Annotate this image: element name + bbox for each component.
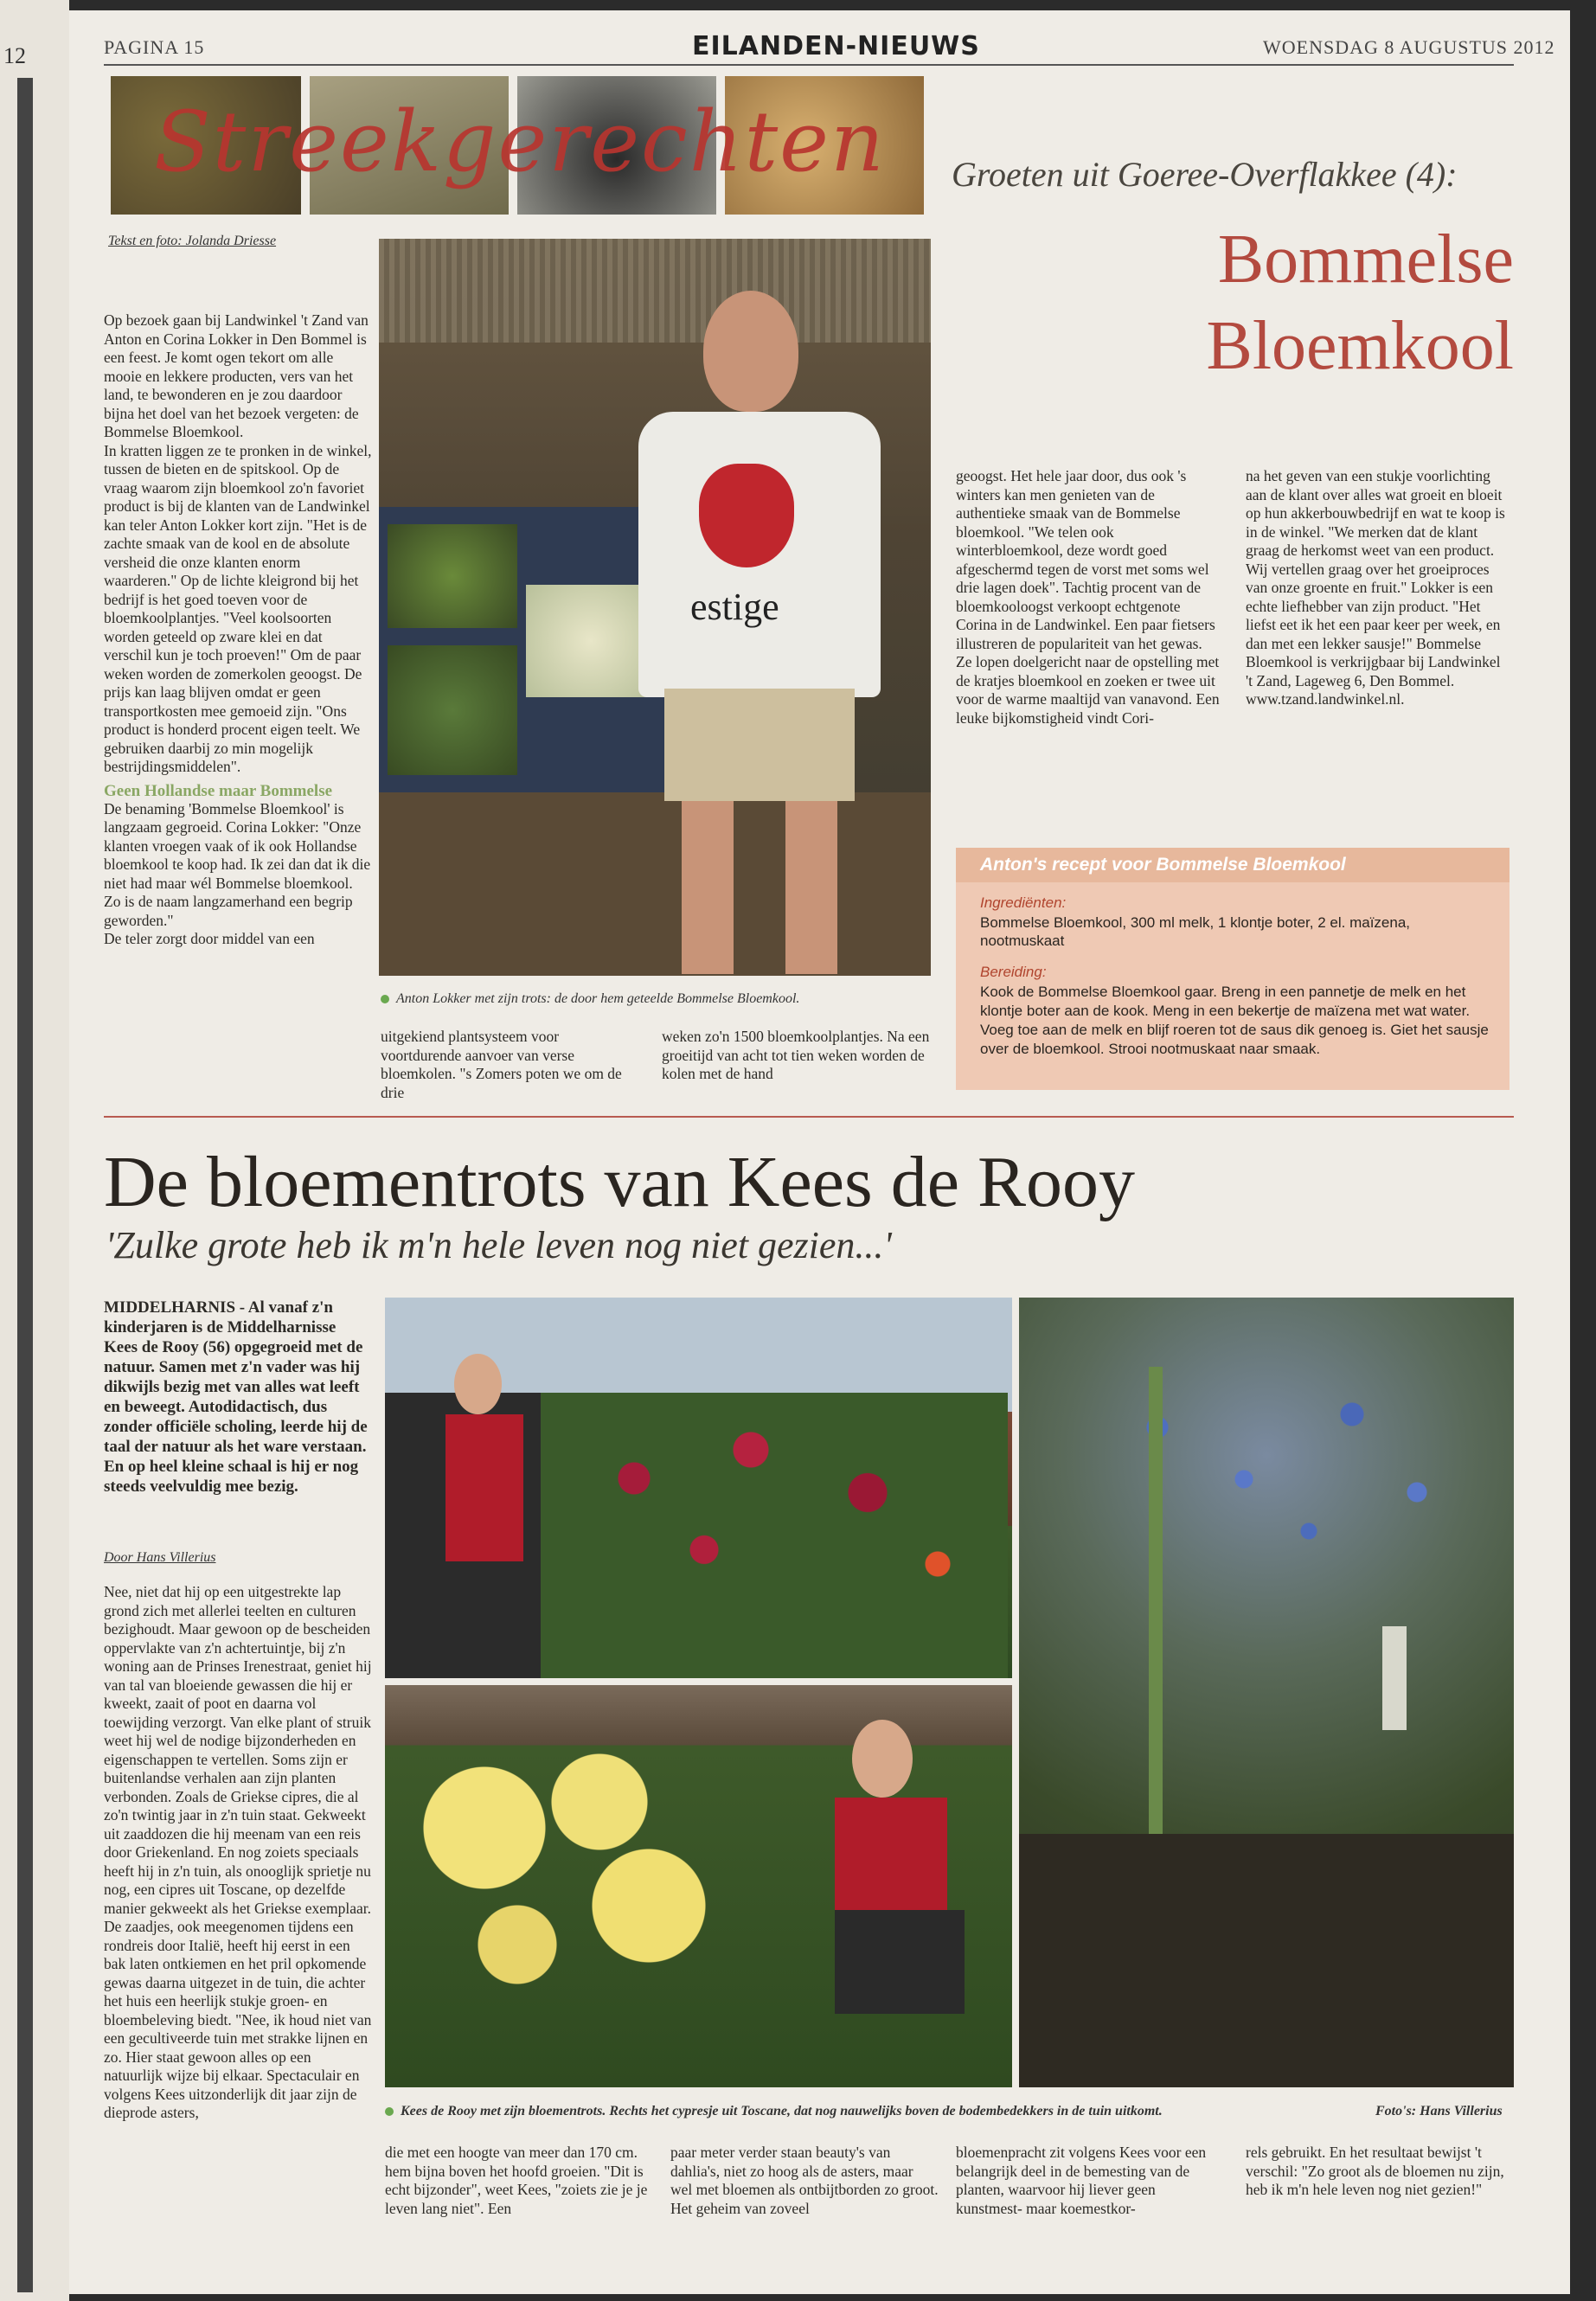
kees-byline: Door Hans Villerius bbox=[104, 1550, 216, 1565]
streek-para-2: In kratten liggen ze te pronken in de winkel, tussen de bieten en de spitskool. Op de vraag waarom zijn bloemkool zo'n favoriet product is bij de klanten van de Landwinkel kan teler Anton Lokker kort zijn. "Het is de zachte smaak van de kool en de absolute versheid die onze klanten enorm waarderen." Op de lichte kleigrond bij het bedrijf is het goed toeven voor de bloemkoolplantjes. "Veel koolsoorten worden geteeld op zware klei en dat verschil kun je toch proeven!" Om de paar weken worden de zomerkolen geoogst. De prijs kan laag blijven omdat er geen transportkosten mee gemoeid zijn. "Ons product is honderd procent eigen teelt. We gebruiken daarbij zo min mogelijk bestrijdingsmiddelen". bbox=[104, 441, 372, 775]
photo-caption-anton bbox=[381, 991, 934, 1007]
photo-greens bbox=[388, 645, 517, 775]
kees-column-5: rels gebruikt. En het resultaat bewijst 't verschil: "Zo groot als de bloemen nu zijn, heb ik m'n hele leven nog niet gezien!" bbox=[1246, 2144, 1504, 2198]
streek-intro: Op bezoek gaan bij Landwinkel 't Zand van Anton en Corina Lokker in Den Bommel is een feest. Je komt ogen tekort om alle mooie en lekkere producten, vers van het land, te bewonderen en je zou daardoor bijna het doel van het bezoek vergeten: de Bommelse Bloemkool. bbox=[104, 311, 369, 440]
streek-headline: Bommelse Bloemkool bbox=[1206, 221, 1514, 384]
photo-kees-shirt bbox=[445, 1414, 523, 1561]
kees-column-3: paar meter verder staan beauty's van dahlia's, niet zo hoog als de asters, maar wel met bloemen als ontbijtborden zo groot. Het geheim van zoveel bbox=[670, 2144, 939, 2217]
streek-banner bbox=[111, 76, 924, 215]
photo-kees-shirt-2 bbox=[835, 1798, 947, 1910]
caption-bullet-icon bbox=[381, 995, 389, 1003]
shirt-text: estige bbox=[690, 586, 779, 628]
photo-man-shirt bbox=[638, 412, 881, 697]
streek-column-2-bottom: uitgekiend plantsysteem voor voortdurende aanvoer van verse bloemkolen. "s Zomers poten we om de drie bbox=[381, 1028, 622, 1101]
photo-kees-head-2 bbox=[852, 1720, 913, 1798]
recipe-ingredients: Bommelse Bloemkool, 300 ml melk, 1 klontje boter, 2 el. maïzena, nootmuskaat bbox=[980, 914, 1411, 949]
streek-subhead: Geen Hollandse maar Bommelse bbox=[104, 781, 333, 800]
photo-dahlias bbox=[402, 1737, 731, 1997]
photo-roof bbox=[379, 239, 931, 343]
streek-column-4: geoogst. Het hele jaar door, dus ook 's winters kan men genieten van de authentieke smaak van de Bommelse bloemkool. "We telen ook winterbloemkool, deze wordt goed afgeschermd tegen de vorst met soms wel drie lagen doek". Tachtig procent van de bloemkooloogst verkoopt echtgenote Corina in de Landwinkel. Een paar fietsers illustreren de populariteit van het gewas. Ze lopen doelgericht naar de opstelling met de kratjes bloemkool en zoeken er twee uit voor de warme maaltijd van vanavond. Een leuke bijkomstigheid vindt Cori- bbox=[956, 467, 1220, 727]
photo-blue-flowers bbox=[1071, 1349, 1503, 1609]
recipe-box bbox=[956, 848, 1509, 1090]
photo-man-head bbox=[703, 291, 798, 412]
section-divider bbox=[104, 1116, 1514, 1118]
streek-para-3: De benaming 'Bommelse Bloemkool' is langzaam gegroeid. Corina Lokker: "Onze klanten vroegen vaak of ik ook Hollandse bloemkool te koop had. Ik zei dan dat ik die niet had maar wél Bommelse bloemkool. Zo is de naam langzamerhand een begrip geworden." bbox=[104, 799, 371, 929]
caption-bullet-icon bbox=[385, 2107, 394, 2116]
photo-asters bbox=[541, 1393, 1008, 1678]
banner-title: Streekgerechten bbox=[154, 93, 886, 190]
page-number: PAGINA 15 bbox=[104, 36, 205, 58]
side-page-number: 12 bbox=[3, 43, 26, 68]
caption-text: Anton Lokker met zijn trots: de door hem geteelde Bommelse Bloemkool. bbox=[396, 991, 800, 1006]
photo-kees-head bbox=[454, 1354, 502, 1414]
kees-column-2: die met een hoogte van meer dan 170 cm. hem bijna boven het hoofd groeien. "Dit is echt bijzonder", weet Kees, "zoiets zie je je leven lang niet". Een bbox=[385, 2144, 648, 2217]
issue-date: WOENSDAG 8 AUGUSTUS 2012 bbox=[1263, 36, 1555, 58]
photo-man-leg-left bbox=[682, 801, 734, 974]
streek-column-1 bbox=[104, 311, 372, 949]
recipe-title: Anton's recept voor Bommelse Bloemkool bbox=[980, 855, 1346, 875]
recipe-preparation: Kook de Bommelse Bloemkool gaar. Breng in een pannetje de melk en het klontje boter aan de kook. Meng in een bekertje de maïzena met wat water. Voeg toe aan de melk en blijf roeren tot de saus dik genoeg is. Giet het sausje over de bloemkool. Strooi nootmuskaat naar smaak. bbox=[980, 984, 1489, 1057]
streek-byline: Tekst en foto: Jolanda Driesse bbox=[108, 234, 277, 248]
masthead: EILANDEN-NIEUWS bbox=[692, 31, 980, 61]
strawberry-icon bbox=[699, 464, 794, 567]
photo-man-leg-right bbox=[785, 801, 837, 974]
photo-plant-label bbox=[1382, 1626, 1407, 1730]
kees-caption-text: Kees de Rooy met zijn bloementrots. Rechts het cypresje uit Toscane, dat nog nauwelijks boven de bodembedekkers in de tuin uitkomt. bbox=[401, 2104, 1163, 2118]
previous-page-strip bbox=[0, 0, 69, 2301]
photo-anton-lokker bbox=[379, 239, 931, 976]
header-rule bbox=[104, 64, 1514, 66]
photo-credit: Foto's: Hans Villerius bbox=[1375, 2104, 1503, 2118]
fold-shadow bbox=[17, 78, 33, 2292]
photo-soil bbox=[1019, 1834, 1514, 2087]
kees-photo-caption bbox=[385, 2104, 1380, 2119]
kees-headline: De bloementrots van Kees de Rooy bbox=[104, 1142, 1136, 1222]
kees-column-4: bloemenpracht zit volgens Kees voor een belangrijk deel in de bemesting van de planten, waarvoor hij liever geen kunstmest- maar koemestkor- bbox=[956, 2144, 1207, 2217]
streek-para-4-start: De teler zorgt door middel van een bbox=[104, 930, 315, 947]
photo-floor bbox=[379, 792, 931, 976]
photo-cypress bbox=[1019, 1298, 1514, 2087]
photo-beets bbox=[388, 524, 517, 628]
kees-subtitle: 'Zulke grote heb ik m'n hele leven nog niet gezien...' bbox=[106, 1224, 892, 1266]
kees-body: Nee, niet dat hij op een uitgestrekte lap grond zich met allerlei teelten en culturen bezighoudt. Maar gewoon op de bescheiden oppervlakte van z'n achtertuintje, bij z'n woning aan de Prinses Irenestraat, geniet hij van tal van bloeiende gewassen die hij er kweekt, zaait of poot en daarna vol toewijding verzorgt. Van elke plant of struik weet hij wel de nodige bijzonderheden en eigenschappen te vertellen. Soms zijn er buitenlandse verhalen aan zijn planten verbonden. Zoals de Griekse cipres, die al zo'n twintig jaar in z'n tuin staat. Gekweekt uit zaaddozen die hij meenam van een reis door Griekenland. En nog zoiets speciaals heeft hij in z'n tuin, als onooglijk sprietje nu nog, een cipres uit Toscane, op dezelfde manier gekweekt als het Griekse exemplaar. De zaadjes, ook meegenomen tijdens een rondreis door Italië, heeft hij eerst in een bak laten ontkiemen en het pril opkomende gewas daarna uitgezet in de tuin, die achter het huis een heerlijk stukje groen- en bloembeleving biedt. "Nee, ik houd niet van een gecultiveerde tuin met strakke lijnen en zo. Hier staat gewoon alles op een natuurlijk wijze bij elkaar. Spectaculair en volgens Kees uitzonderlijk dit jaar zijn de dieprode asters, bbox=[104, 1583, 372, 2121]
photo-man-shorts bbox=[664, 689, 855, 801]
photo-crates bbox=[379, 507, 682, 792]
photo-cauliflower bbox=[526, 585, 656, 697]
recipe-preparation-label: Bereiding: bbox=[980, 964, 1047, 980]
photo-kees-dahlias bbox=[385, 1685, 1012, 2087]
recipe-ingredients-label: Ingrediënten: bbox=[980, 894, 1067, 911]
streek-column-5: na het geven van een stukje voorlichting aan de klant over alles wat groeit en bloeit op hun akkerbouwbedrijf en wat te koop is in de winkel. "We merken dat de klant graag de herkomst weet van een product. Wij vertellen graag over het groeiproces van onze groente en fruit." Lokker is een echte liefhebber van zijn product. "Het liefst eet ik het een paar keer per week, en dan met een lekker sausje!" Bommelse Bloemkool is verkrijgbaar bij Landwinkel 't Zand, Lageweg 6, Den Bommel. www.tzand.landwinkel.nl. bbox=[1246, 467, 1505, 708]
series-title: Groeten uit Goeree-Overflakkee (4): bbox=[952, 155, 1458, 194]
photo-kees-shorts-2 bbox=[835, 1910, 965, 2014]
streek-column-3-bottom: weken zo'n 1500 bloemkoolplantjes. Na een groeitijd van acht tot tien weken worden de kolen met de hand bbox=[662, 1028, 930, 1082]
kees-lead: MIDDELHARNIS - Al vanaf z'n kinderjaren is de Middelharnisse Kees de Rooy (56) opgegroeid met de natuur. Samen met z'n vader was hij dikwijls bezig met van alles wat leeft en beweegt. Autodidactisch, dus zonder officiële scholing, leerde hij de taal der natuur als het ware verstaan. En op heel kleine schaal is hij er nog steeds veelvuldig mee bezig. bbox=[104, 1298, 368, 1496]
photo-kees-asters bbox=[385, 1298, 1012, 1678]
